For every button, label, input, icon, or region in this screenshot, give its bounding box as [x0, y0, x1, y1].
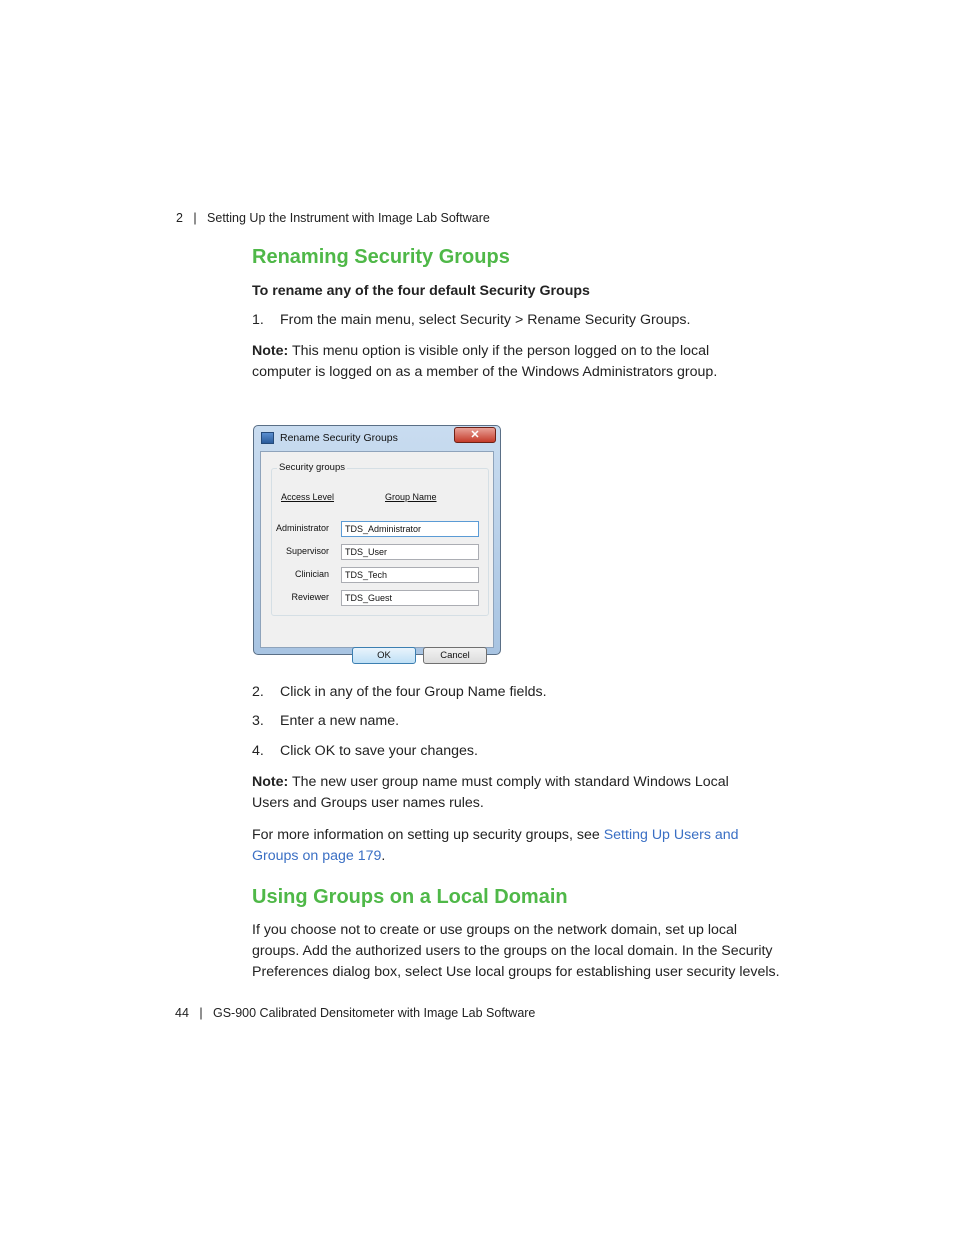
- row-label-supervisor: Supervisor: [285, 546, 329, 556]
- paragraph-line1: If you choose not to create or use groups on the network domain, set up local: [252, 922, 738, 938]
- step-number: 4.: [252, 743, 264, 759]
- header-separator: |: [193, 211, 197, 225]
- step-2: [252, 682, 547, 703]
- ok-button[interactable]: OK: [352, 647, 416, 664]
- dialog-title: Rename Security Groups: [280, 432, 398, 444]
- note-text-line2: computer is logged on as a member of the Windows Administrators group.: [252, 364, 718, 380]
- more-info-paragraph: [252, 825, 739, 867]
- cancel-button[interactable]: Cancel: [423, 647, 487, 664]
- column-header-group-name: Group Name: [385, 492, 437, 502]
- step-text: Click in any of the four Group Name fields.: [280, 684, 547, 700]
- footer-separator: |: [199, 1006, 203, 1020]
- header-page-number: 2: [176, 211, 183, 225]
- step-text: Enter a new name.: [280, 713, 400, 729]
- group-box-label: Security groups: [279, 462, 346, 473]
- footer-page-number: 44: [175, 1006, 189, 1020]
- paragraph-line3: Preferences dialog box, select Use local groups for establishing user security levels.: [252, 964, 780, 980]
- note-label: Note:: [252, 774, 289, 790]
- paragraph-line2: groups. Add the authorized users to the groups on the local domain. In the Security: [252, 943, 773, 959]
- note-text-line1: The new user group name must comply with standard Windows Local: [291, 774, 729, 790]
- note-1: [252, 341, 717, 383]
- section-title-local-domain: Using Groups on a Local Domain: [252, 886, 568, 908]
- note-label: Note:: [252, 343, 289, 359]
- dialog-client-area: [260, 451, 494, 661]
- cross-reference-link[interactable]: Setting Up Users and: [603, 827, 739, 843]
- step-1: [252, 310, 690, 331]
- section-title-renaming: Renaming Security Groups: [252, 246, 510, 268]
- step-number: 1.: [252, 312, 264, 328]
- step-4: [252, 741, 478, 762]
- cross-reference-link-continued[interactable]: Groups on page 179: [252, 848, 382, 864]
- procedure-heading: To rename any of the four default Security Groups: [252, 283, 590, 299]
- note-text-line2: Users and Groups user names rules.: [252, 795, 484, 811]
- app-icon: [261, 432, 274, 444]
- header-title: Setting Up the Instrument with Image Lab Software: [207, 211, 490, 225]
- footer-title: GS-900 Calibrated Densitometer with Image Lab Software: [213, 1006, 536, 1020]
- row-label-clinician: Clinician: [294, 569, 329, 579]
- row-label-reviewer: Reviewer: [291, 592, 329, 602]
- group-name-field-reviewer[interactable]: TDS_Guest: [341, 590, 479, 606]
- close-icon[interactable]: ✕: [454, 427, 496, 443]
- column-header-access-level: Access Level: [281, 492, 335, 502]
- local-domain-paragraph: [252, 920, 780, 983]
- step-text: From the main menu, select Security > Rename Security Groups.: [280, 312, 691, 328]
- group-name-field-clinician[interactable]: TDS_Tech: [341, 567, 479, 583]
- step-text: Click OK to save your changes.: [280, 743, 478, 759]
- running-header: [176, 211, 490, 225]
- row-label-administrator: Administrator: [275, 523, 329, 533]
- running-footer: [175, 1006, 535, 1020]
- group-name-field-administrator[interactable]: TDS_Administrator: [341, 521, 479, 537]
- more-info-suffix: .: [381, 848, 386, 864]
- more-info-text: For more information on setting up security groups, see: [252, 827, 604, 843]
- step-3: [252, 711, 399, 732]
- step-number: 2.: [252, 684, 264, 700]
- note-text-line1: This menu option is visible only if the person logged on to the local: [291, 343, 710, 359]
- step-number: 3.: [252, 713, 264, 729]
- rename-security-groups-dialog: [253, 425, 501, 661]
- note-2: [252, 772, 729, 814]
- group-name-field-supervisor[interactable]: TDS_User: [341, 544, 479, 560]
